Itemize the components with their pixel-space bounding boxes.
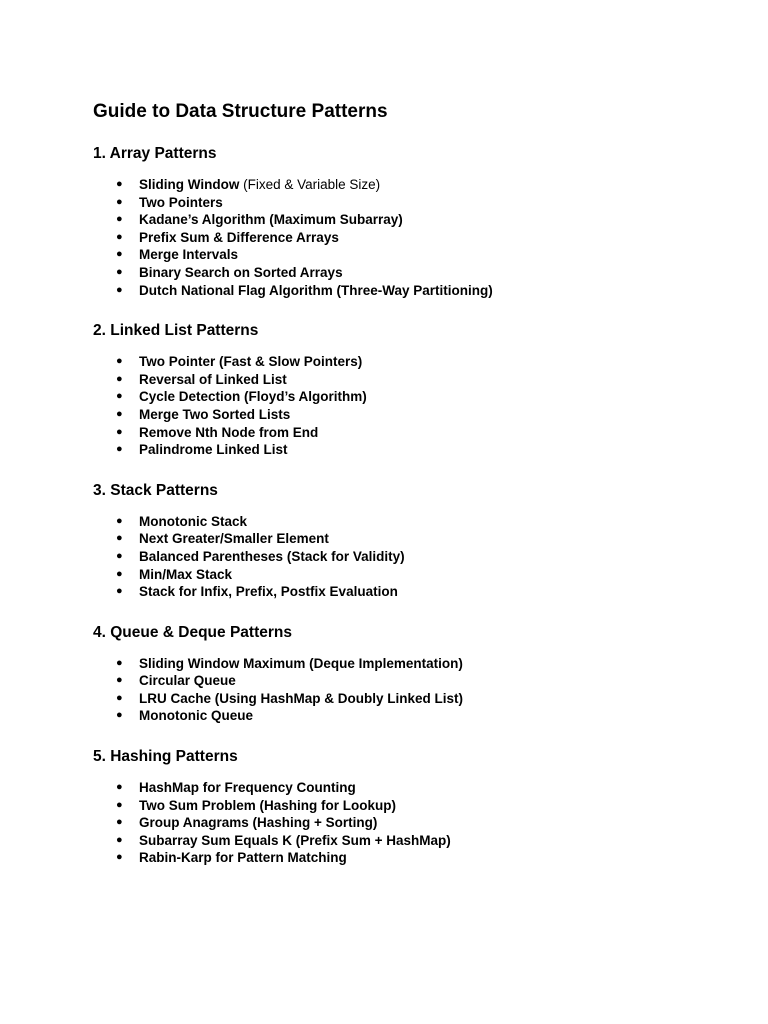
bullet-icon: ● [116, 372, 123, 385]
list-item [93, 424, 713, 442]
item-text-bold: Two Pointer (Fast & Slow Pointers) [139, 354, 363, 370]
bullet-icon: ● [116, 691, 123, 704]
bullet-icon: ● [116, 851, 123, 864]
document-title: Guide to Data Structure Patterns [93, 101, 388, 122]
bullet-icon: ● [116, 798, 123, 811]
bullet-icon: ● [116, 195, 123, 208]
list-item [93, 211, 713, 229]
section-heading: 3. Stack Patterns [93, 481, 218, 499]
list-item [93, 849, 713, 867]
item-text-bold: Balanced Parentheses (Stack for Validity) [139, 548, 405, 564]
bullet-list [93, 353, 713, 459]
item-text-bold: Two Sum Problem (Hashing for Lookup) [139, 797, 396, 813]
bullet-icon: ● [116, 674, 123, 687]
list-item [93, 583, 713, 601]
item-text-bold: Circular Queue [139, 673, 236, 689]
section-heading: 2. Linked List Patterns [93, 322, 259, 340]
list-item [93, 513, 713, 531]
item-text-bold: LRU Cache (Using HashMap & Doubly Linked List) [139, 690, 464, 706]
bullet-icon: ● [116, 213, 123, 226]
item-text-bold: Kadane’s Algorithm (Maximum Subarray) [139, 212, 403, 228]
item-text-bold: Palindrome Linked List [139, 442, 288, 458]
section [93, 623, 713, 725]
item-text-bold: Monotonic Queue [139, 708, 253, 724]
bullet-icon: ● [116, 390, 123, 403]
bullet-icon: ● [116, 178, 123, 190]
sections-container [93, 144, 713, 867]
item-text-bold: Remove Nth Node from End [139, 424, 319, 440]
item-text-bold: Rabin-Karp for Pattern Matching [139, 850, 347, 866]
bullet-icon: ● [116, 355, 123, 368]
list-item [93, 246, 713, 264]
list-item [93, 797, 713, 815]
item-text-bold: Stack for Infix, Prefix, Postfix Evaluation [139, 584, 398, 600]
list-item [93, 690, 713, 708]
list-item [93, 282, 713, 300]
item-text-bold: Merge Intervals [139, 247, 239, 263]
section [93, 747, 713, 867]
bullet-icon: ● [116, 816, 123, 829]
item-text-bold: Min/Max Stack [139, 566, 233, 582]
bullet-icon: ● [116, 230, 123, 243]
item-text-bold: Subarray Sum Equals K (Prefix Sum + HashMap) [139, 832, 451, 848]
list-item [93, 264, 713, 282]
bullet-icon: ● [116, 585, 123, 598]
list-item [93, 814, 713, 832]
item-text-bold: Cycle Detection (Floyd’s Algorithm) [139, 389, 367, 405]
bullet-icon: ● [116, 514, 123, 527]
list-item [93, 194, 713, 212]
item-text-bold: Reversal of Linked List [139, 371, 287, 387]
item-text-bold: Next Greater/Smaller Element [139, 531, 329, 547]
section-heading: 4. Queue & Deque Patterns [93, 623, 292, 641]
list-item [93, 672, 713, 690]
item-text-bold: Two Pointers [139, 194, 223, 210]
item-text-bold: Prefix Sum & Difference Arrays [139, 229, 339, 245]
bullet-icon: ● [116, 781, 123, 794]
list-item [93, 388, 713, 406]
section-heading: 1. Array Patterns [93, 145, 217, 162]
list-item [93, 229, 713, 247]
list-item [93, 655, 713, 673]
list-item [93, 779, 713, 797]
bullet-list [93, 779, 713, 867]
bullet-list [93, 176, 713, 299]
bullet-icon: ● [116, 532, 123, 545]
item-text-bold: Sliding Window Maximum (Deque Implementation) [139, 655, 463, 671]
item-text-bold: Binary Search on Sorted Arrays [139, 264, 343, 280]
bullet-icon: ● [116, 248, 123, 261]
list-item [93, 353, 713, 371]
item-text-bold: Monotonic Stack [139, 513, 248, 529]
item-text-bold: Dutch National Flag Algorithm (Three-Way Partitioning) [139, 282, 493, 298]
bullet-list [93, 513, 713, 601]
bullet-list [93, 655, 713, 725]
document-page [93, 100, 713, 867]
bullet-icon: ● [116, 407, 123, 420]
bullet-icon: ● [116, 549, 123, 562]
bullet-icon: ● [116, 833, 123, 846]
bullet-icon: ● [116, 709, 123, 722]
item-text-bold: Group Anagrams (Hashing + Sorting) [139, 815, 378, 831]
list-item [93, 832, 713, 850]
item-text-bold: Sliding Window [139, 177, 240, 192]
bullet-icon: ● [116, 425, 123, 438]
section [93, 321, 713, 459]
list-item [93, 176, 713, 194]
bullet-icon: ● [116, 265, 123, 278]
item-text-bold: Merge Two Sorted Lists [139, 406, 291, 422]
list-item [93, 548, 713, 566]
bullet-icon: ● [116, 443, 123, 456]
list-item [93, 566, 713, 584]
section [93, 144, 713, 299]
item-text-normal: (Fixed & Variable Size) [239, 177, 381, 192]
section-heading: 5. Hashing Patterns [93, 748, 238, 766]
list-item [93, 530, 713, 548]
list-item [93, 441, 713, 459]
bullet-icon: ● [116, 283, 123, 296]
list-item [93, 406, 713, 424]
item-text-bold: HashMap for Frequency Counting [139, 780, 356, 796]
bullet-icon: ● [116, 656, 123, 669]
section [93, 481, 713, 601]
list-item [93, 707, 713, 725]
list-item [93, 371, 713, 389]
bullet-icon: ● [116, 567, 123, 580]
